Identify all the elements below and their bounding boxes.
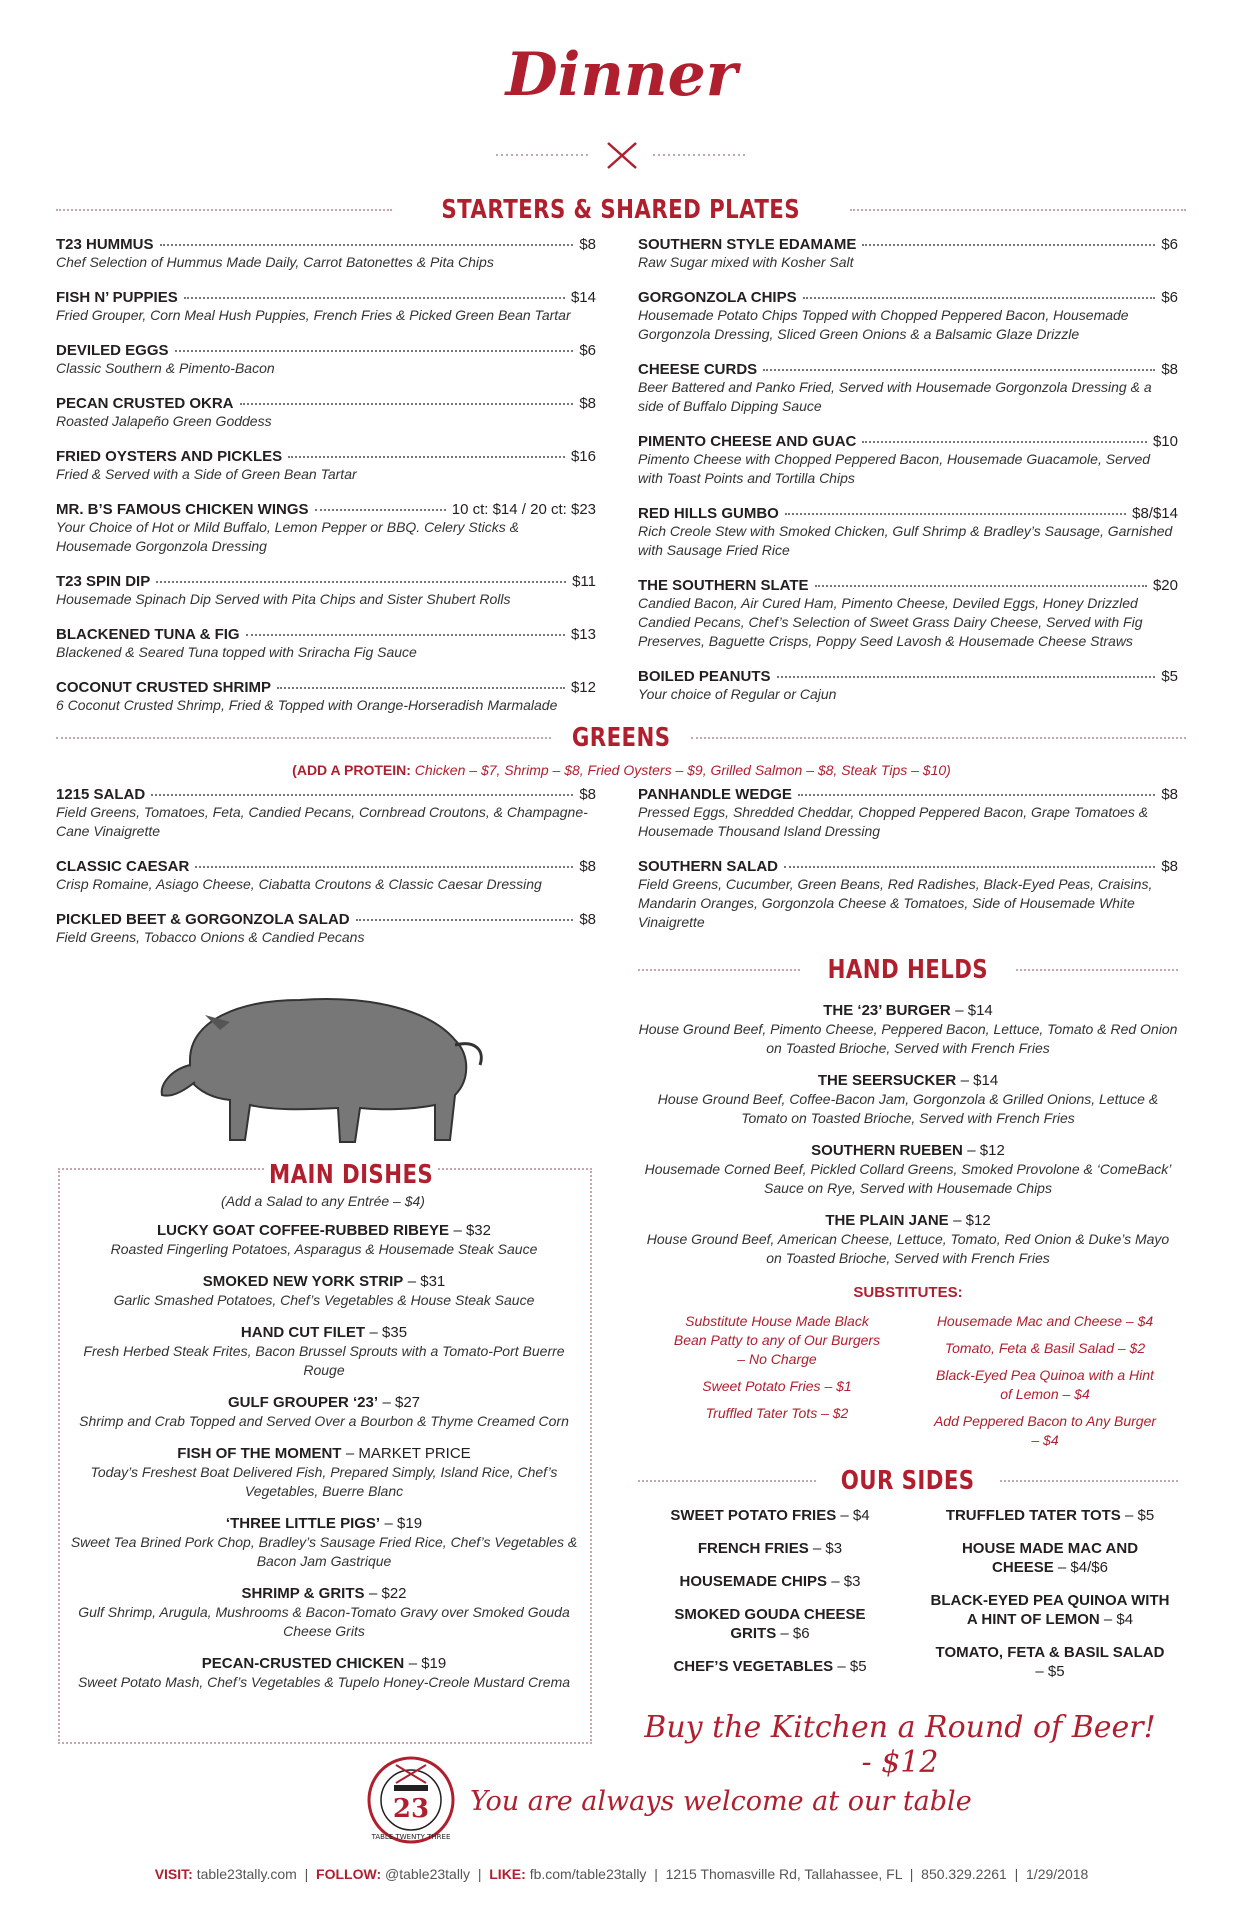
menu-item-heading [64, 1585, 584, 1603]
side-name: TRUFFLED TATER TOTS [945, 1507, 1121, 1524]
item-description: Rich Creole Stew with Smoked Chicken, Gulf Shrimp & Bradley’s Sausage, Garnished with Sausage Fried Rice [638, 523, 1173, 558]
side-item [660, 1605, 880, 1643]
menu-item-row [56, 236, 596, 253]
item-name: THE SEERSUCKER [817, 1072, 957, 1089]
menu-item-row [638, 668, 1178, 685]
substitute-item: Substitute House Made Black Bean Patty to any of Our Burgers – No Charge [673, 1313, 881, 1367]
pig-illustration [150, 970, 502, 1150]
menu-item-heading [64, 1655, 584, 1673]
item-description: Housemade Spinach Dip Served with Pita Chips and Sister Shubert Rolls [56, 591, 511, 607]
leader-dots [246, 634, 565, 636]
menu-item [56, 236, 596, 272]
item-description: Pimento Cheese with Chopped Peppered Bacon, Housemade Guacamole, Served with Toast Points and Tortilla Chips [638, 451, 1151, 486]
starters-right-column [638, 236, 1178, 721]
item-price: $8/$14 [1132, 505, 1178, 522]
side-price: – $6 [780, 1625, 810, 1642]
item-price: $14 [570, 289, 596, 306]
item-description: Classic Southern & Pimento-Bacon [56, 360, 275, 376]
menu-item [56, 858, 596, 894]
item-description: House Ground Beef, Pimento Cheese, Peppered Bacon, Lettuce, Tomato & Red Onion on Toasted Brioche, Served with French Fries [638, 1021, 1178, 1056]
substitutes-left [672, 1312, 882, 1431]
item-price: – $12 [967, 1142, 1005, 1159]
substitute-item: Tomato, Feta & Basil Salad – $2 [944, 1340, 1146, 1356]
leader-dots [160, 244, 574, 246]
starters-left-column [56, 236, 596, 732]
section-our-sides [638, 1466, 1178, 1496]
menu-item [638, 668, 1178, 704]
footer-visit[interactable]: table23tally.com [196, 1866, 297, 1882]
side-item [660, 1572, 880, 1591]
menu-item-row [56, 573, 596, 590]
menu-item [638, 236, 1178, 272]
item-description: Today’s Freshest Boat Delivered Fish, Prepared Simply, Island Rice, Chef’s Vegetables, Buerre Blanc [90, 1464, 558, 1499]
menu-item-row [638, 786, 1178, 803]
item-description: Fresh Herbed Steak Frites, Bacon Brussel Sprouts with a Tomato-Port Buerre Rouge [83, 1343, 565, 1378]
side-name: BLACK-EYED PEA QUINOA WITH A HINT OF LEMON [930, 1592, 1170, 1628]
leader-dots [763, 369, 1155, 371]
item-price: – $35 [369, 1324, 408, 1341]
menu-item [638, 1072, 1178, 1128]
table23-logo [366, 1755, 456, 1845]
item-description: Field Greens, Cucumber, Green Beans, Red Radishes, Black-Eyed Peas, Craisins, Mandarin Oranges, Gorgonzola Cheese & Tomatoes, Side of Housemade White Vinaigrette [638, 876, 1153, 930]
side-price: – $4 [1103, 1611, 1134, 1628]
item-name: BOILED PEANUTS [638, 668, 771, 685]
item-name: T23 SPIN DIP [56, 573, 151, 590]
item-name: LUCKY GOAT COFFEE-RUBBED RIBEYE [157, 1222, 449, 1239]
substitute-item: Sweet Potato Fries – $1 [702, 1378, 852, 1394]
menu-item-heading [638, 1002, 1178, 1020]
item-description: Sweet Potato Mash, Chef’s Vegetables & Tupelo Honey-Creole Mustard Crema [77, 1674, 571, 1690]
menu-item [56, 786, 596, 841]
hand-helds-list [638, 1002, 1178, 1282]
side-price: – $4/$6 [1057, 1559, 1108, 1576]
item-price: – $32 [453, 1222, 491, 1239]
item-price: $8 [1161, 786, 1178, 803]
side-price: – $5 [1124, 1507, 1155, 1524]
leader-dots [784, 866, 1155, 868]
leader-dots [862, 244, 1155, 246]
item-price: – $14 [955, 1002, 993, 1019]
menu-item [64, 1394, 584, 1431]
item-price: – $27 [382, 1394, 421, 1411]
side-item [660, 1539, 880, 1558]
item-name: THE ‘23’ BURGER [823, 1002, 951, 1019]
item-name: SOUTHERN RUEBEN [811, 1142, 963, 1159]
substitutes-right [930, 1312, 1160, 1458]
item-price: $8 [579, 395, 596, 412]
menu-item [56, 501, 596, 556]
menu-item [638, 786, 1178, 841]
item-name: CLASSIC CAESAR [56, 858, 190, 875]
logo-number: 23 [392, 1794, 430, 1824]
menu-item-heading [64, 1515, 584, 1533]
menu-item [56, 342, 596, 378]
menu-item [638, 289, 1178, 344]
section-main-dishes [245, 1160, 434, 1190]
section-greens [56, 723, 1186, 753]
item-price: $6 [579, 342, 596, 359]
menu-item [56, 679, 596, 715]
leader-dots [175, 350, 574, 352]
menu-item [56, 573, 596, 609]
item-description: Field Greens, Tomatoes, Feta, Candied Pecans, Cornbread Croutons, & Champagne-Cane Vinaigrette [56, 804, 588, 839]
item-description: 6 Coconut Crusted Shrimp, Fried & Topped with Orange-Horseradish Marmalade [56, 697, 558, 713]
menu-item [64, 1324, 584, 1380]
leader-dots [803, 297, 1156, 299]
item-name: RED HILLS GUMBO [638, 505, 779, 522]
item-name: DEVILED EGGS [56, 342, 169, 359]
substitute-item: Black-Eyed Pea Quinoa with a Hint of Lemon – $4 [936, 1367, 1154, 1402]
beer-callout: Buy the Kitchen a Round of Beer! - $12 [644, 1710, 1156, 1780]
menu-item-row [638, 236, 1178, 253]
menu-item-row [56, 395, 596, 412]
menu-item [64, 1445, 584, 1501]
menu-item-heading [638, 1142, 1178, 1160]
menu-item-row [56, 679, 596, 696]
item-name: SMOKED NEW YORK STRIP [202, 1273, 404, 1290]
item-description: Sweet Tea Brined Pork Chop, Bradley’s Sausage Fried Rice, Chef’s Vegetables & Bacon Jam Gastrique [70, 1534, 578, 1569]
item-name: SOUTHERN SALAD [638, 858, 779, 875]
menu-item [56, 448, 596, 484]
item-name: FISH OF THE MOMENT [177, 1445, 342, 1462]
side-item [930, 1539, 1170, 1577]
side-price: – $5 [1035, 1663, 1065, 1680]
leader-dots [815, 585, 1147, 587]
menu-item [638, 361, 1178, 416]
item-name: THE PLAIN JANE [825, 1212, 949, 1229]
menu-item-heading [64, 1324, 584, 1342]
sides-right [930, 1506, 1170, 1695]
leader-dots [798, 794, 1155, 796]
item-description: Chef Selection of Hummus Made Daily, Carrot Batonettes & Pita Chips [56, 254, 494, 270]
item-name: PANHANDLE WEDGE [638, 786, 792, 803]
menu-item [64, 1222, 584, 1259]
substitutes [638, 1284, 1178, 1301]
footer-address: 1215 Thomasville Rd, Tallahassee, FL [665, 1866, 902, 1882]
menu-item [638, 858, 1178, 932]
item-price: $8 [1161, 361, 1178, 378]
item-description: Housemade Corned Beef, Pickled Collard Greens, Smoked Provolone & ‘ComeBack’ Sauce on Rye, Served with Housemade Chips [644, 1161, 1172, 1196]
menu-item-heading [64, 1394, 584, 1412]
side-name: HOUSE MADE MAC AND CHEESE [961, 1540, 1139, 1576]
leader-dots [277, 687, 565, 689]
leader-dots [785, 513, 1126, 515]
leader-dots [862, 441, 1147, 443]
item-price: – $14 [960, 1072, 999, 1089]
menu-item-row [638, 858, 1178, 875]
footer-visit-label: VISIT: [154, 1866, 193, 1882]
menu-item [64, 1585, 584, 1641]
item-price: – $31 [407, 1273, 446, 1290]
menu-item-row [56, 911, 596, 928]
item-price: – $19 [384, 1515, 423, 1532]
menu-item-row [56, 626, 596, 643]
item-description: Roasted Fingerling Potatoes, Asparagus & Housemade Steak Sauce [110, 1241, 538, 1257]
leader-dots [184, 297, 565, 299]
side-name: SMOKED GOUDA CHEESE GRITS [674, 1606, 866, 1642]
item-description: Shrimp and Crab Topped and Served Over a Bourbon & Thyme Creamed Corn [79, 1413, 569, 1429]
item-description: Roasted Jalapeño Green Goddess [56, 413, 272, 429]
item-name: 1215 SALAD [56, 786, 146, 803]
menu-item-row [56, 342, 596, 359]
menu-item-heading [64, 1222, 584, 1240]
item-name: PIMENTO CHEESE AND GUAC [638, 433, 857, 450]
item-price: $8 [579, 786, 596, 803]
item-name: PECAN-CRUSTED CHICKEN [201, 1655, 405, 1672]
greens-left-column [56, 786, 596, 964]
substitute-item: Truffled Tater Tots – $2 [705, 1405, 849, 1421]
menu-item [638, 505, 1178, 560]
substitute-item: Add Peppered Bacon to Any Burger – $4 [933, 1413, 1157, 1448]
menu-item [64, 1273, 584, 1310]
item-description: Housemade Potato Chips Topped with Chopped Peppered Bacon, Housemade Gorgonzola Dressing, Sliced Green Onions & a Balsamic Glaze Drizzle [638, 307, 1129, 342]
item-description: Garlic Smashed Potatoes, Chef’s Vegetables & House Steak Sauce [113, 1292, 535, 1308]
substitute-item: Housemade Mac and Cheese – $4 [936, 1313, 1154, 1329]
leader-dots [151, 794, 573, 796]
item-description: Your Choice of Hot or Mild Buffalo, Lemon Pepper or BBQ. Celery Sticks & Housemade Gorgonzola Dressing [56, 519, 519, 554]
section-title: STARTERS & SHARED PLATES [441, 195, 801, 225]
main-note-text: (Add a Salad to any Entrée – $4) [221, 1193, 425, 1209]
item-price: $8 [1161, 858, 1178, 875]
item-description: House Ground Beef, American Cheese, Lettuce, Tomato, Red Onion & Duke’s Mayo on Toasted Brioche, Served with French Fries [646, 1231, 1170, 1266]
menu-item [64, 1655, 584, 1692]
footer-like[interactable]: fb.com/table23tally [529, 1866, 647, 1882]
item-price: $8 [579, 236, 596, 253]
menu-item [56, 289, 596, 325]
menu-item [638, 1002, 1178, 1058]
item-price: – $22 [368, 1585, 407, 1602]
side-item [660, 1657, 880, 1676]
welcome-tagline: You are always welcome at our table [470, 1786, 972, 1817]
item-price: $11 [572, 573, 596, 590]
leader-dots [156, 581, 566, 583]
menu-item-heading [638, 1212, 1178, 1230]
item-price: $13 [570, 626, 596, 643]
menu-item-row [56, 858, 596, 875]
item-price: – MARKET PRICE [345, 1445, 471, 1462]
menu-item-row [56, 448, 596, 465]
footer: VISIT: table23tally.com | FOLLOW: @table23tally | LIKE: fb.com/table23tally | 1215 Thomasville Rd, Tallahassee, FL | 850.329.2261 | 1/29/2018 [154, 1866, 1089, 1882]
item-description: Field Greens, Tobacco Onions & Candied Pecans [56, 929, 365, 945]
side-name: TOMATO, FETA & BASIL SALAD [935, 1644, 1165, 1661]
item-name: FISH N’ PUPPIES [56, 289, 178, 306]
item-name: BLACKENED TUNA & FIG [56, 626, 240, 643]
footer-phone: 850.329.2261 [921, 1866, 1007, 1882]
item-name: THE SOUTHERN SLATE [638, 577, 809, 594]
item-price: $8 [579, 858, 596, 875]
item-description: Beer Battered and Panko Fried, Served with Housemade Gorgonzola Dressing & a side of Buffalo Dipping Sauce [638, 379, 1152, 414]
menu-item-row [638, 289, 1178, 306]
section-title: HAND HELDS [827, 955, 989, 985]
side-item [930, 1591, 1170, 1629]
footer-follow-label: FOLLOW: [316, 1866, 382, 1882]
menu-item-row [638, 361, 1178, 378]
protein-note [0, 762, 1243, 778]
menu-item [56, 911, 596, 947]
item-price: $12 [570, 679, 596, 696]
item-description: Fried & Served with a Side of Green Bean Tartar [56, 466, 357, 482]
item-name: COCONUT CRUSTED SHRIMP [56, 679, 272, 696]
menu-item-row [56, 501, 596, 518]
item-description: House Ground Beef, Coffee-Bacon Jam, Gorgonzola & Grilled Onions, Lettuce & Tomato on Toasted Brioche, Served with French Fries [657, 1091, 1159, 1126]
section-title: MAIN DISHES [264, 1160, 438, 1190]
item-name: SOUTHERN STYLE EDAMAME [638, 236, 857, 253]
side-name: HOUSEMADE CHIPS [679, 1573, 828, 1590]
item-name: GORGONZOLA CHIPS [638, 289, 797, 306]
side-price: – $3 [831, 1573, 861, 1590]
menu-item [638, 1212, 1178, 1268]
greens-right-column [638, 786, 1178, 949]
item-name: HAND CUT FILET [240, 1324, 366, 1341]
menu-item-row [638, 433, 1178, 450]
side-price: – $5 [837, 1658, 867, 1675]
protein-text: Chicken – $7, Shrimp – $8, Fried Oysters – $9, Grilled Salmon – $8, Steak Tips – $10) [414, 762, 951, 778]
menu-item [638, 433, 1178, 488]
item-name: T23 HUMMUS [56, 236, 154, 253]
footer-like-label: LIKE: [489, 1866, 526, 1882]
leader-dots [288, 456, 565, 458]
side-name: CHEF’S VEGETABLES [673, 1658, 834, 1675]
side-item [930, 1643, 1170, 1681]
item-price: $10 [1152, 433, 1178, 450]
item-price: – $19 [408, 1655, 447, 1672]
footer-follow[interactable]: @table23tally [385, 1866, 471, 1882]
side-item [930, 1506, 1170, 1525]
menu-item-row [56, 786, 596, 803]
leader-dots [315, 509, 446, 511]
section-starters [56, 195, 1186, 225]
item-name: CHEESE CURDS [638, 361, 758, 378]
item-description: Your choice of Regular or Cajun [638, 686, 837, 702]
item-name: FRIED OYSTERS AND PICKLES [56, 448, 283, 465]
item-description: Raw Sugar mixed with Kosher Salt [638, 254, 854, 270]
side-name: FRENCH FRIES [697, 1540, 809, 1557]
item-name: SHRIMP & GRITS [241, 1585, 365, 1602]
item-price: $16 [570, 448, 596, 465]
item-price: $8 [579, 911, 596, 928]
section-hand-helds [638, 955, 1178, 985]
leader-dots [356, 919, 574, 921]
menu-item [638, 577, 1178, 651]
item-description: Fried Grouper, Corn Meal Hush Puppies, French Fries & Picked Green Bean Tartar [56, 307, 571, 323]
item-name: ‘THREE LITTLE PIGS’ [225, 1515, 381, 1532]
leader-dots [240, 403, 574, 405]
logo-ring-text: TABLE TWENTY THREE [371, 1833, 451, 1841]
menu-item [638, 1142, 1178, 1198]
item-price: $6 [1161, 236, 1178, 253]
sides-left [660, 1506, 880, 1690]
side-name: SWEET POTATO FRIES [670, 1507, 837, 1524]
item-name: PICKLED BEET & GORGONZOLA SALAD [56, 911, 350, 928]
menu-item [56, 626, 596, 662]
main-note [58, 1192, 588, 1211]
item-description: Blackened & Seared Tuna topped with Sriracha Fig Sauce [56, 644, 417, 660]
footer-date: 1/29/2018 [1026, 1866, 1089, 1882]
menu-item-row [638, 577, 1178, 594]
item-price: $6 [1161, 289, 1178, 306]
section-title: GREENS [571, 723, 671, 753]
section-title: OUR SIDES [841, 1466, 975, 1496]
menu-title: Dinner [505, 40, 738, 110]
main-dishes-list [64, 1222, 584, 1706]
item-description: Crisp Romaine, Asiago Cheese, Ciabatta Croutons & Classic Caesar Dressing [56, 876, 542, 892]
menu-item-heading [64, 1445, 584, 1463]
item-price: – $12 [953, 1212, 991, 1229]
item-name: PECAN CRUSTED OKRA [56, 395, 234, 412]
item-name: GULF GROUPER ‘23’ [227, 1394, 379, 1411]
menu-item-heading [64, 1273, 584, 1291]
item-description: Candied Bacon, Air Cured Ham, Pimento Cheese, Deviled Eggs, Honey Drizzled Candied Pecans, Chef’s Selection of Sweet Grass Dairy Cheese, Served with Fig Preserves, Baguette Crisps, Poppy Seed Lavosh & Housemade Cheese Straws [638, 595, 1143, 649]
item-price: $20 [1152, 577, 1178, 594]
menu-item-row [638, 505, 1178, 522]
item-name: MR. B’S FAMOUS CHICKEN WINGS [56, 501, 309, 518]
item-description: Pressed Eggs, Shredded Cheddar, Chopped Peppered Bacon, Grape Tomatoes & Housemade Thousand Island Dressing [638, 804, 1149, 839]
side-price: – $3 [812, 1540, 843, 1557]
menu-item-row [56, 289, 596, 306]
side-item [660, 1506, 880, 1525]
menu-item-heading [638, 1072, 1178, 1090]
fork-knife-icon [496, 140, 748, 170]
menu-item [64, 1515, 584, 1571]
leader-dots [777, 676, 1156, 678]
protein-label: (ADD A PROTEIN: [292, 762, 411, 778]
item-price: 10 ct: $14 / 20 ct: $23 [451, 501, 596, 518]
item-price: $5 [1161, 668, 1178, 685]
item-description: Gulf Shrimp, Arugula, Mushrooms & Bacon-Tomato Gravy over Smoked Gouda Cheese Grits [78, 1604, 570, 1639]
side-price: – $4 [840, 1507, 870, 1524]
substitutes-title: SUBSTITUTES: [853, 1284, 963, 1301]
leader-dots [195, 866, 573, 868]
menu-item [56, 395, 596, 431]
